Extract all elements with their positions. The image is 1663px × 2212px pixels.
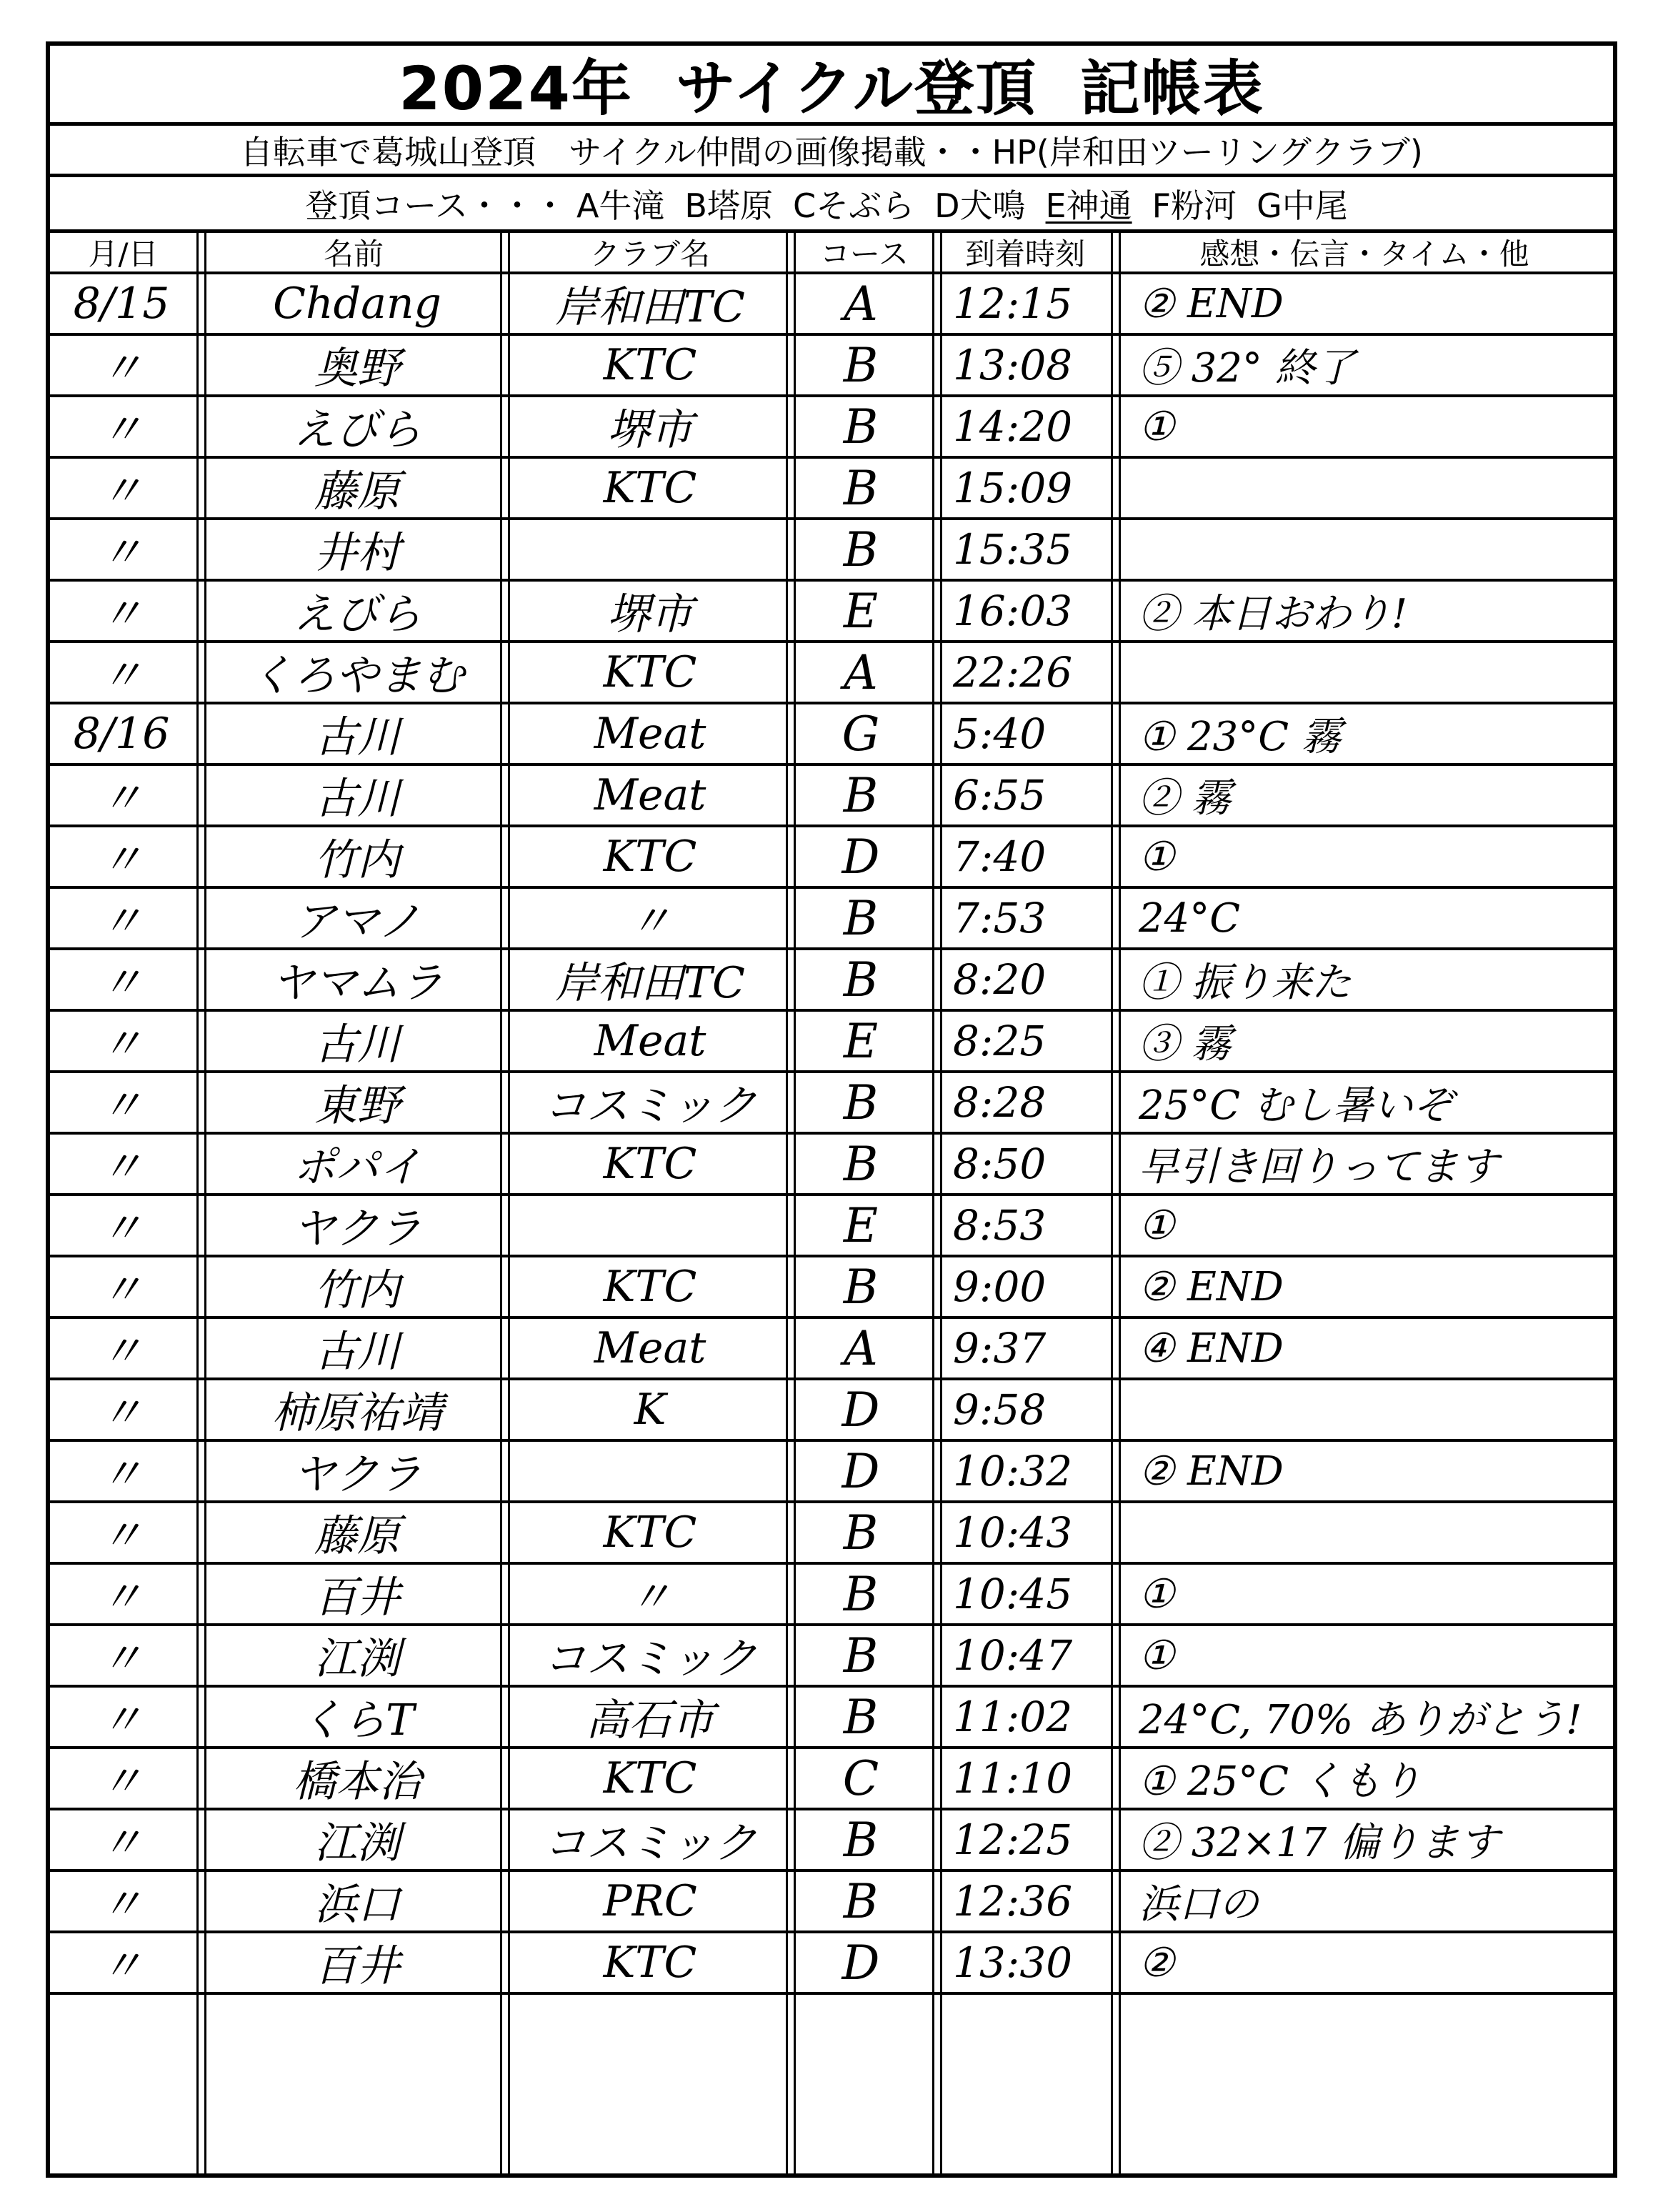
divider-course	[932, 233, 942, 2173]
row-course: E	[843, 1197, 879, 1253]
row-course: B	[843, 1689, 879, 1745]
table-row	[50, 274, 1613, 336]
row-club: 〃	[629, 897, 671, 947]
row-date: 〃	[100, 1634, 143, 1684]
row-memo	[1129, 1380, 1624, 1439]
table-row	[50, 520, 1613, 582]
row-club: PRC	[603, 1876, 697, 1926]
row-club	[500, 1196, 800, 1255]
row-club: Meat	[594, 770, 706, 820]
row-date: 〃	[100, 1142, 143, 1192]
row-memo: 早引き回りってます	[1139, 1144, 1499, 1190]
row-memo: ⑤ 32° 終了	[1139, 345, 1355, 392]
table-row	[50, 1872, 1613, 1933]
row-course: B	[843, 1136, 879, 1192]
row-date: 〃	[100, 467, 143, 517]
row-course: A	[844, 276, 878, 332]
row-club: コスミック	[543, 1081, 757, 1131]
row-time: 8:28	[953, 1078, 1047, 1127]
table-row	[50, 950, 1613, 1012]
row-course: B	[843, 890, 879, 946]
row-time: 11:02	[953, 1693, 1073, 1741]
row-date: 8/15	[73, 279, 170, 329]
row-course: A	[844, 644, 878, 700]
row-club: KTC	[603, 463, 697, 513]
row-date: 〃	[100, 958, 143, 1008]
table-row	[50, 889, 1613, 950]
row-name: くらT	[299, 1695, 415, 1745]
row-time: 10:45	[953, 1570, 1073, 1618]
divider-time	[1111, 233, 1121, 2173]
row-club: KTC	[603, 1938, 697, 1988]
table-row	[50, 827, 1613, 889]
row-time: 12:25	[953, 1815, 1073, 1864]
table-row	[50, 1380, 1613, 1442]
row-memo: ① 23°C 霧	[1139, 714, 1342, 760]
row-time: 10:43	[953, 1508, 1073, 1557]
col-name-header: 名前	[323, 236, 384, 271]
row-course: G	[842, 706, 880, 762]
page-title	[50, 46, 1613, 126]
row-course: D	[842, 829, 880, 885]
row-course: A	[844, 1320, 878, 1376]
course-e: E神通	[1045, 186, 1132, 225]
row-memo: ② 本日おわり!	[1139, 591, 1408, 637]
table-row	[50, 1012, 1613, 1073]
col-course-header: コース	[820, 236, 909, 271]
table-row	[50, 643, 1613, 704]
row-memo: 24°C	[1139, 895, 1241, 942]
row-club: 高石市	[586, 1695, 714, 1745]
row-time: 11:10	[953, 1754, 1073, 1803]
table-row	[50, 1933, 1613, 1995]
row-course: B	[843, 1259, 879, 1315]
row-time: 10:32	[953, 1447, 1073, 1495]
row-name: 江渕	[314, 1818, 400, 1868]
table-row	[50, 1626, 1613, 1688]
row-course: D	[842, 1935, 880, 1991]
row-club: K	[634, 1385, 666, 1435]
row-memo: 浜口の	[1139, 1881, 1259, 1928]
row-memo: ② 霧	[1139, 775, 1232, 822]
row-date: 8/16	[73, 709, 170, 759]
table-row	[50, 766, 1613, 827]
row-memo: ①	[1139, 403, 1175, 450]
row-name: ヤマムラ	[271, 958, 443, 1008]
row-name: 浜口	[314, 1880, 400, 1930]
row-name: ヤクラ	[293, 1204, 421, 1254]
title-sub: 記帳表	[1079, 54, 1264, 124]
row-time: 10:47	[953, 1631, 1073, 1680]
row-memo: ①	[1139, 833, 1175, 880]
row-date: 〃	[100, 651, 143, 701]
course-b: B塔原	[684, 186, 773, 225]
row-time: 13:08	[953, 341, 1073, 389]
row-name: 古川	[314, 712, 400, 762]
table-row	[50, 1135, 1613, 1196]
course-c: Cそぶら	[792, 186, 915, 225]
row-time: 9:37	[953, 1324, 1047, 1372]
row-name: 百井	[314, 1573, 400, 1623]
row-memo: ② END	[1139, 1448, 1284, 1495]
row-club: Meat	[594, 709, 706, 759]
row-name: ポパイ	[293, 1142, 421, 1192]
row-date: 〃	[100, 1388, 143, 1438]
row-date: 〃	[100, 1511, 143, 1561]
row-name: 奥野	[314, 344, 400, 394]
row-time: 7:53	[953, 894, 1047, 942]
row-course: D	[842, 1382, 880, 1438]
row-course: B	[843, 522, 879, 577]
divider-club	[786, 233, 796, 2173]
row-date: 〃	[100, 835, 143, 885]
row-name: 竹内	[314, 1265, 400, 1315]
col-date-header: 月/日	[88, 236, 159, 271]
row-memo: ②	[1139, 1939, 1175, 1986]
row-course: B	[843, 1873, 879, 1929]
table-row	[50, 1319, 1613, 1380]
row-memo: ①	[1139, 1570, 1175, 1618]
row-club: コスミック	[543, 1634, 757, 1684]
row-date: 〃	[100, 405, 143, 455]
table-row	[50, 1073, 1613, 1135]
row-time: 12:15	[953, 279, 1073, 328]
row-name: 東野	[314, 1081, 400, 1131]
row-club: 〃	[629, 1573, 671, 1623]
row-time: 8:53	[953, 1201, 1047, 1250]
row-name: 藤原	[314, 467, 400, 517]
row-club: KTC	[603, 832, 697, 882]
row-date: 〃	[100, 1265, 143, 1315]
table-row	[50, 704, 1613, 766]
row-club: Meat	[594, 1016, 706, 1066]
row-club: KTC	[603, 1139, 697, 1189]
row-time: 8:25	[953, 1017, 1047, 1065]
row-date: 〃	[100, 1880, 143, 1930]
row-club: KTC	[603, 1508, 697, 1558]
course-g: G中尾	[1257, 186, 1348, 225]
title-main: サイクル登頂	[675, 54, 1037, 124]
row-date: 〃	[100, 528, 143, 578]
row-date: 〃	[100, 589, 143, 639]
row-time: 12:36	[953, 1877, 1073, 1925]
row-memo	[1129, 1503, 1624, 1562]
row-name: 百井	[314, 1941, 400, 1991]
row-club: KTC	[603, 1753, 697, 1803]
row-name: アマノ	[293, 897, 421, 947]
row-date: 〃	[100, 897, 143, 947]
row-memo: ① 振り来た	[1139, 960, 1352, 1006]
table-row	[50, 1688, 1613, 1749]
table-row	[50, 1257, 1613, 1319]
table-row	[50, 1810, 1613, 1872]
row-name: 古川	[314, 1327, 400, 1377]
row-memo: ①	[1139, 1632, 1175, 1679]
row-memo: ① 25°C くもり	[1139, 1758, 1422, 1805]
course-legend-label: 登頂コース・・・	[305, 186, 566, 225]
table-row	[50, 1749, 1613, 1810]
row-memo: ② 32×17 偏ります	[1139, 1820, 1500, 1866]
row-date: 〃	[100, 1941, 143, 1991]
row-date: 〃	[100, 1695, 143, 1745]
row-time: 8:20	[953, 955, 1047, 1004]
row-memo	[1129, 520, 1624, 579]
row-time: 14:20	[953, 402, 1073, 451]
row-club: KTC	[603, 647, 697, 697]
row-name: 橋本治	[293, 1757, 421, 1807]
row-memo: ①	[1139, 1202, 1175, 1249]
row-club: Meat	[594, 1323, 706, 1373]
row-course: B	[843, 767, 879, 823]
row-memo	[1129, 459, 1624, 517]
row-date: 〃	[100, 1450, 143, 1500]
row-date: 〃	[100, 1327, 143, 1377]
row-memo: ④ END	[1139, 1325, 1284, 1372]
table-row	[50, 1196, 1613, 1257]
row-time: 13:30	[953, 1938, 1073, 1987]
row-memo: ② END	[1139, 1263, 1284, 1310]
table-row	[50, 459, 1613, 520]
info-text: 自転車で葛城山登頂 サイクル仲間の画像掲載・・HP(岸和田ツーリングクラブ)	[240, 132, 1423, 171]
row-name: 古川	[314, 1020, 400, 1070]
row-time: 9:58	[953, 1385, 1047, 1434]
row-name: Chdang	[273, 279, 441, 329]
row-course: B	[843, 1505, 879, 1560]
row-club	[500, 520, 800, 579]
table-row	[50, 336, 1613, 397]
row-time: 8:50	[953, 1140, 1047, 1188]
row-course: B	[843, 460, 879, 516]
row-time: 5:40	[953, 709, 1047, 758]
row-date: 〃	[100, 1818, 143, 1868]
row-time: 15:35	[953, 525, 1073, 574]
row-name: えびら	[293, 405, 421, 455]
row-course: B	[843, 1075, 879, 1130]
col-time-header: 到着時刻	[964, 236, 1085, 271]
row-time: 16:03	[953, 587, 1073, 635]
row-memo: 24°C, 70% ありがとう!	[1139, 1697, 1582, 1743]
row-time: 9:00	[953, 1262, 1047, 1311]
log-table	[50, 233, 1613, 2173]
row-date: 〃	[100, 774, 143, 824]
row-name: 藤原	[314, 1511, 400, 1561]
course-f: F粉河	[1152, 186, 1237, 225]
row-club: コスミック	[543, 1818, 757, 1868]
course-a: A牛滝	[576, 186, 665, 225]
row-name: 江渕	[314, 1634, 400, 1684]
row-course: B	[843, 399, 879, 454]
row-time: 7:40	[953, 832, 1047, 881]
row-club: KTC	[603, 340, 697, 390]
row-date: 〃	[100, 1757, 143, 1807]
row-club: 堺市	[607, 405, 693, 455]
row-club: KTC	[603, 1262, 697, 1312]
row-course: B	[843, 952, 879, 1007]
row-time: 22:26	[953, 648, 1073, 697]
row-memo: ③ 霧	[1139, 1021, 1232, 1067]
row-course: C	[842, 1750, 879, 1806]
title-year: 2024年	[399, 54, 633, 124]
row-club: 岸和田TC	[555, 282, 745, 332]
row-course: B	[843, 1566, 879, 1622]
row-course: E	[843, 1013, 879, 1069]
course-legend	[50, 177, 1613, 233]
row-course: B	[843, 1812, 879, 1868]
row-course: B	[843, 1628, 879, 1683]
row-course: E	[843, 583, 879, 639]
row-time: 15:09	[953, 464, 1073, 512]
row-name: えびら	[293, 589, 421, 639]
row-name: 柿原祐靖	[271, 1388, 443, 1438]
row-club: 堺市	[607, 589, 693, 639]
ledger-sheet	[46, 41, 1617, 2178]
row-name: ヤクラ	[293, 1450, 421, 1500]
row-club	[500, 1442, 800, 1500]
row-club: 岸和田TC	[555, 958, 745, 1008]
row-memo: 25°C むし暑いぞ	[1139, 1082, 1453, 1129]
info-line	[50, 126, 1613, 177]
table-header	[50, 233, 1613, 274]
row-memo: ② END	[1139, 280, 1284, 327]
row-date: 〃	[100, 1573, 143, 1623]
row-course: D	[842, 1443, 880, 1499]
row-date: 〃	[100, 1204, 143, 1254]
row-course: B	[843, 337, 879, 393]
row-memo	[1129, 643, 1624, 702]
row-date: 〃	[100, 344, 143, 394]
row-date: 〃	[100, 1020, 143, 1070]
row-name: 古川	[314, 774, 400, 824]
row-name: 竹内	[314, 835, 400, 885]
table-row	[50, 397, 1613, 459]
row-time: 6:55	[953, 771, 1047, 819]
row-name: くろやまむ	[250, 651, 464, 701]
col-club-header: クラブ名	[589, 236, 710, 271]
divider-date	[196, 233, 206, 2173]
table-row	[50, 1565, 1613, 1626]
table-row	[50, 582, 1613, 643]
table-row	[50, 1442, 1613, 1503]
row-date: 〃	[100, 1081, 143, 1131]
divider-name	[500, 233, 510, 2173]
row-name: 井村	[314, 528, 400, 578]
course-d: D犬鳴	[934, 186, 1026, 225]
table-row	[50, 1503, 1613, 1565]
col-memo-header: 感想・伝言・タイム・他	[1199, 236, 1529, 271]
